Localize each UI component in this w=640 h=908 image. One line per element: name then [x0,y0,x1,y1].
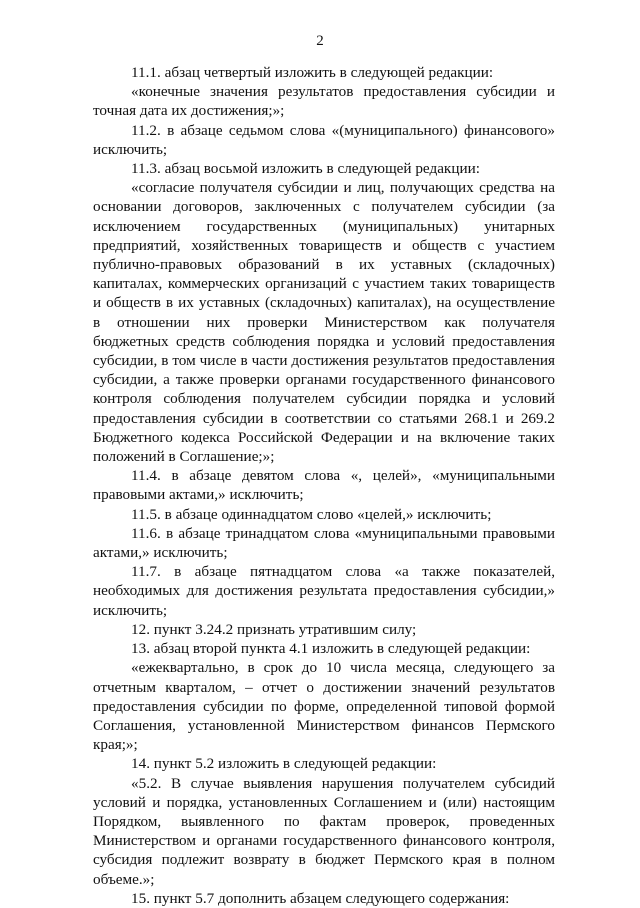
paragraph-11-5: 11.5. в абзаце одиннадцатом слово «целей,» исключить; [131,505,492,523]
page-number: 2 [316,33,324,49]
paragraph-14: 14. пункт 5.2 изложить в следующей редакции: [131,755,437,773]
paragraph-11-4: 11.4. в абзаце девятом слова «, целей», «муниципальными правовыми актами,» исключить; [93,467,555,504]
paragraph-13: 13. абзац второй пункта 4.1 изложить в следующей редакции: [131,640,531,658]
paragraph-11-1-quote: «конечные значения результатов предоставления субсидии и точная дата их достижения;»; [93,83,555,120]
paragraph-11-7: 11.7. в абзаце пятнадцатом слова «а также показателей, необходимых для достижения результата предоставления субсидии,» исключить; [93,563,555,619]
paragraph-11-2: 11.2. в абзаце седьмом слова «(муниципального) финансового» исключить; [93,121,555,158]
paragraph-12: 12. пункт 3.24.2 признать утратившим силу; [131,620,417,638]
paragraph-14-quote: «5.2. В случае выявления нарушения получателем субсидий условий и порядка, установленных Соглашением и (или) настоящим Порядком, выявленного по фактам проверок, проведенных Министерством и органами государственного финансового контроля, субсидия подлежит возврату в бюджет Пермского края в полном объеме.»; [93,774,555,888]
paragraph-13-quote: «ежеквартально, в срок до 10 числа месяца, следующего за отчетным кварталом, – отчет о достижении значений результатов предоставления субсидии по форме, определенной типовой формой Соглашения, установленной Министерством финансов Пермского края;»; [93,659,555,754]
paragraph-11-3-quote: «согласие получателя субсидии и лиц, получающих средства на основании договоров, заключенных с получателем субсидии (за исключением государственных (муниципальных) унитарных предприятий, хозяйственных товариществ и обществ с участием публично-правовых образований в их уставных (складочных) капиталах, коммерческих организаций с участием таких товариществ и обществ в их уставных (складочных) капиталах), на осуществление в отношении них проверки Министерством как получателя бюджетных средств соблюдения порядка и условий предоставления субсидии, в том числе в части достижения результатов предоставления субсидии, а также проверки органами государственного финансового контроля соблюдения получателем субсидии порядка и условий предоставления субсидии в соответствии со статьями 268.1 и 269.2 Бюджетного кодекса Российской Федерации и на включение таких положений в Соглашение;»; [93,179,555,466]
document-body [93,63,555,908]
paragraph-11-6: 11.6. в абзаце тринадцатом слова «муниципальными правовыми актами,» исключить; [93,524,555,562]
paragraph-11-1: 11.1. абзац четвертый изложить в следующей редакции: [131,64,494,81]
paragraph-11-3: 11.3. абзац восьмой изложить в следующей редакции: [131,160,480,178]
paragraph-15: 15. пункт 5.7 дополнить абзацем следующего содержания: [131,889,510,907]
